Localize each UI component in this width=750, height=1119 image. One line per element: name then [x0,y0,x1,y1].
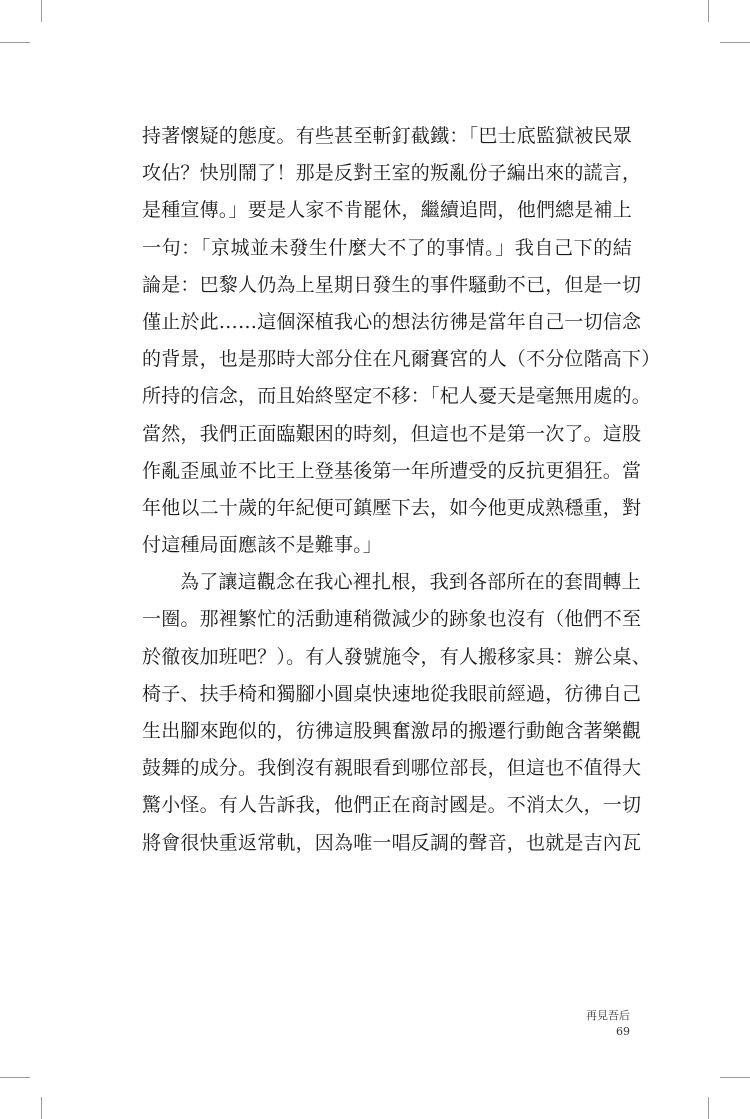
text-line: 將會很快重返常軌，因為唯一唱反調的聲音，也就是吉內瓦 [142,831,642,854]
text-line: 一句：「京城並未發生什麼大不了的事情。」我自己下的結 [142,236,632,259]
text-line: 持著懷疑的態度。有些甚至斬釘截鐵：「巴士底監獄被民眾 [142,125,632,147]
text-line: 僅止於此……這個深植我心的想法彷彿是當年自己一切信念 [142,310,642,333]
text-line: 鼓舞的成分。我倒沒有親眼看到哪位部長，但這也不值得大 [142,757,642,780]
text-line: 論是：巴黎人仍為上星期日發生的事件騷動不已，但是一切 [142,273,642,296]
running-title: 再見吾后 [586,1009,630,1022]
text-line: 作亂歪風並不比王上登基後第一年所遭受的反抗更猖狂。當 [142,459,642,482]
crop-mark-bottom-right [708,1097,709,1119]
page-footer [586,1008,630,1040]
text-line: 當然，我們正面臨艱困的時刻，但這也不是第一次了。這股 [142,422,642,445]
text-line: 攻佔？快別鬧了！那是反對王室的叛亂份子編出來的謊言， [142,162,642,185]
crop-mark-top-right-h [720,42,750,43]
crop-mark-top-left-h [0,42,30,43]
body-text [142,118,661,862]
paragraph-1 [142,118,661,564]
text-line: 為了讓這觀念在我心裡扎根，我到各部所在的套間轉上 [180,571,641,594]
crop-mark-top-left [41,0,42,22]
text-line: 年他以二十歲的年紀便可鎮壓下去，如今他更成熟穩重，對 [142,496,642,519]
page-number: 69 [616,1025,630,1038]
text-line: 一圈。那裡繁忙的活動連稍微減少的跡象也沒有（他們不至 [142,608,642,631]
text-line: 生出腳來跑似的，彷彿這股興奮激昂的搬遷行動飽含著樂觀 [142,720,642,742]
text-line: 是種宣傳。」要是人家不肯罷休，繼續追問，他們總是補上 [142,199,632,222]
crop-mark-bottom-right-h [720,1077,750,1078]
text-line: 椅子、扶手椅和獨腳小圓桌快速地從我眼前經過，彷彿自己 [142,682,642,705]
crop-mark-top-right [708,0,709,22]
text-line: 驚小怪。有人告訴我，他們正在商討國是。不消太久，一切 [142,794,642,817]
text-line: 所持的信念，而且始終堅定不移：「杞人憂天是毫無用處的。 [142,385,651,408]
crop-mark-bottom-left [41,1097,42,1119]
text-line: 付這種局面應該不是難事。」 [142,534,383,557]
text-line: 的背景，也是那時大部分住在凡爾賽宮的人（不分位階高下） [142,348,661,371]
crop-mark-bottom-left-h [0,1077,30,1078]
paragraph-2 [142,564,651,862]
text-line: 於徹夜加班吧？）。有人發號施令，有人搬移家具：辦公桌、 [142,645,651,668]
